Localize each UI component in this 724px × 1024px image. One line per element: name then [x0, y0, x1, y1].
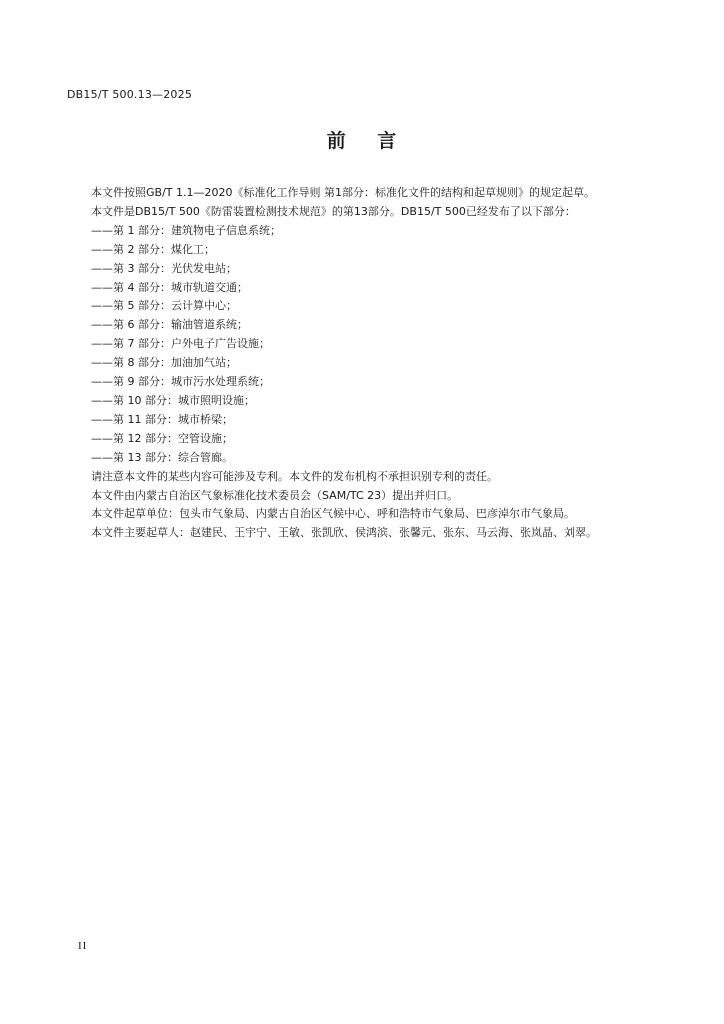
- list-item: ——第 8 部分：加油加气站；: [91, 356, 237, 370]
- list-item: ——第 2 部分：煤化工；: [91, 242, 215, 256]
- paragraph-drafting-units: 本文件起草单位：包头市气象局、内蒙古自治区气候中心、呼和浩特市气象局、巴彦淖尔市气象局。: [91, 507, 575, 521]
- parts-list: [65, 222, 645, 468]
- list-item: ——第 3 部分：光伏发电站；: [91, 261, 237, 275]
- list-item: ——第 9 部分：城市污水处理系统；: [91, 375, 270, 389]
- foreword-body: [65, 184, 645, 543]
- page-title: 前 言: [326, 130, 398, 152]
- list-item: ——第 5 部分：云计算中心；: [91, 299, 237, 313]
- list-item: ——第 4 部分：城市轨道交通；: [91, 280, 248, 294]
- list-item: ——第 13 部分：综合管廊。: [91, 450, 233, 464]
- paragraph-proposer: 本文件由内蒙古自治区气象标准化技术委员会（SAM/TC 23）提出并归口。: [91, 488, 459, 502]
- paragraph-drafting-rules: 本文件按照GB/T 1.1—2020《标准化工作导则 第1部分：标准化文件的结构和起草规则》的规定起草。: [91, 186, 595, 199]
- list-item: ——第 12 部分：空管设施；: [91, 431, 233, 445]
- page-number: II: [78, 940, 88, 952]
- paragraph-patent-notice: 请注意本文件的某些内容可能涉及专利。本文件的发布机构不承担识别专利的责任。: [91, 469, 498, 483]
- list-item: ——第 11 部分：城市桥梁；: [91, 412, 233, 426]
- list-item: ——第 1 部分：建筑物电子信息系统；: [91, 223, 281, 237]
- list-item: ——第 10 部分：城市照明设施；: [91, 393, 255, 407]
- list-item: ——第 7 部分：户外电子广告设施；: [91, 337, 270, 351]
- paragraph-drafters: 本文件主要起草人：赵建民、王宇宁、王敏、张凯欣、侯鸿滨、张馨元、张东、马云海、张岚晶、刘翠。: [91, 526, 597, 540]
- paragraph-part-intro: 本文件是DB15/T 500《防雷装置检测技术规范》的第13部分。DB15/T 500已经发布了以下部分：: [91, 204, 576, 218]
- document-code: DB15/T 500.13—2025: [67, 88, 193, 101]
- list-item: ——第 6 部分：输油管道系统；: [91, 318, 248, 332]
